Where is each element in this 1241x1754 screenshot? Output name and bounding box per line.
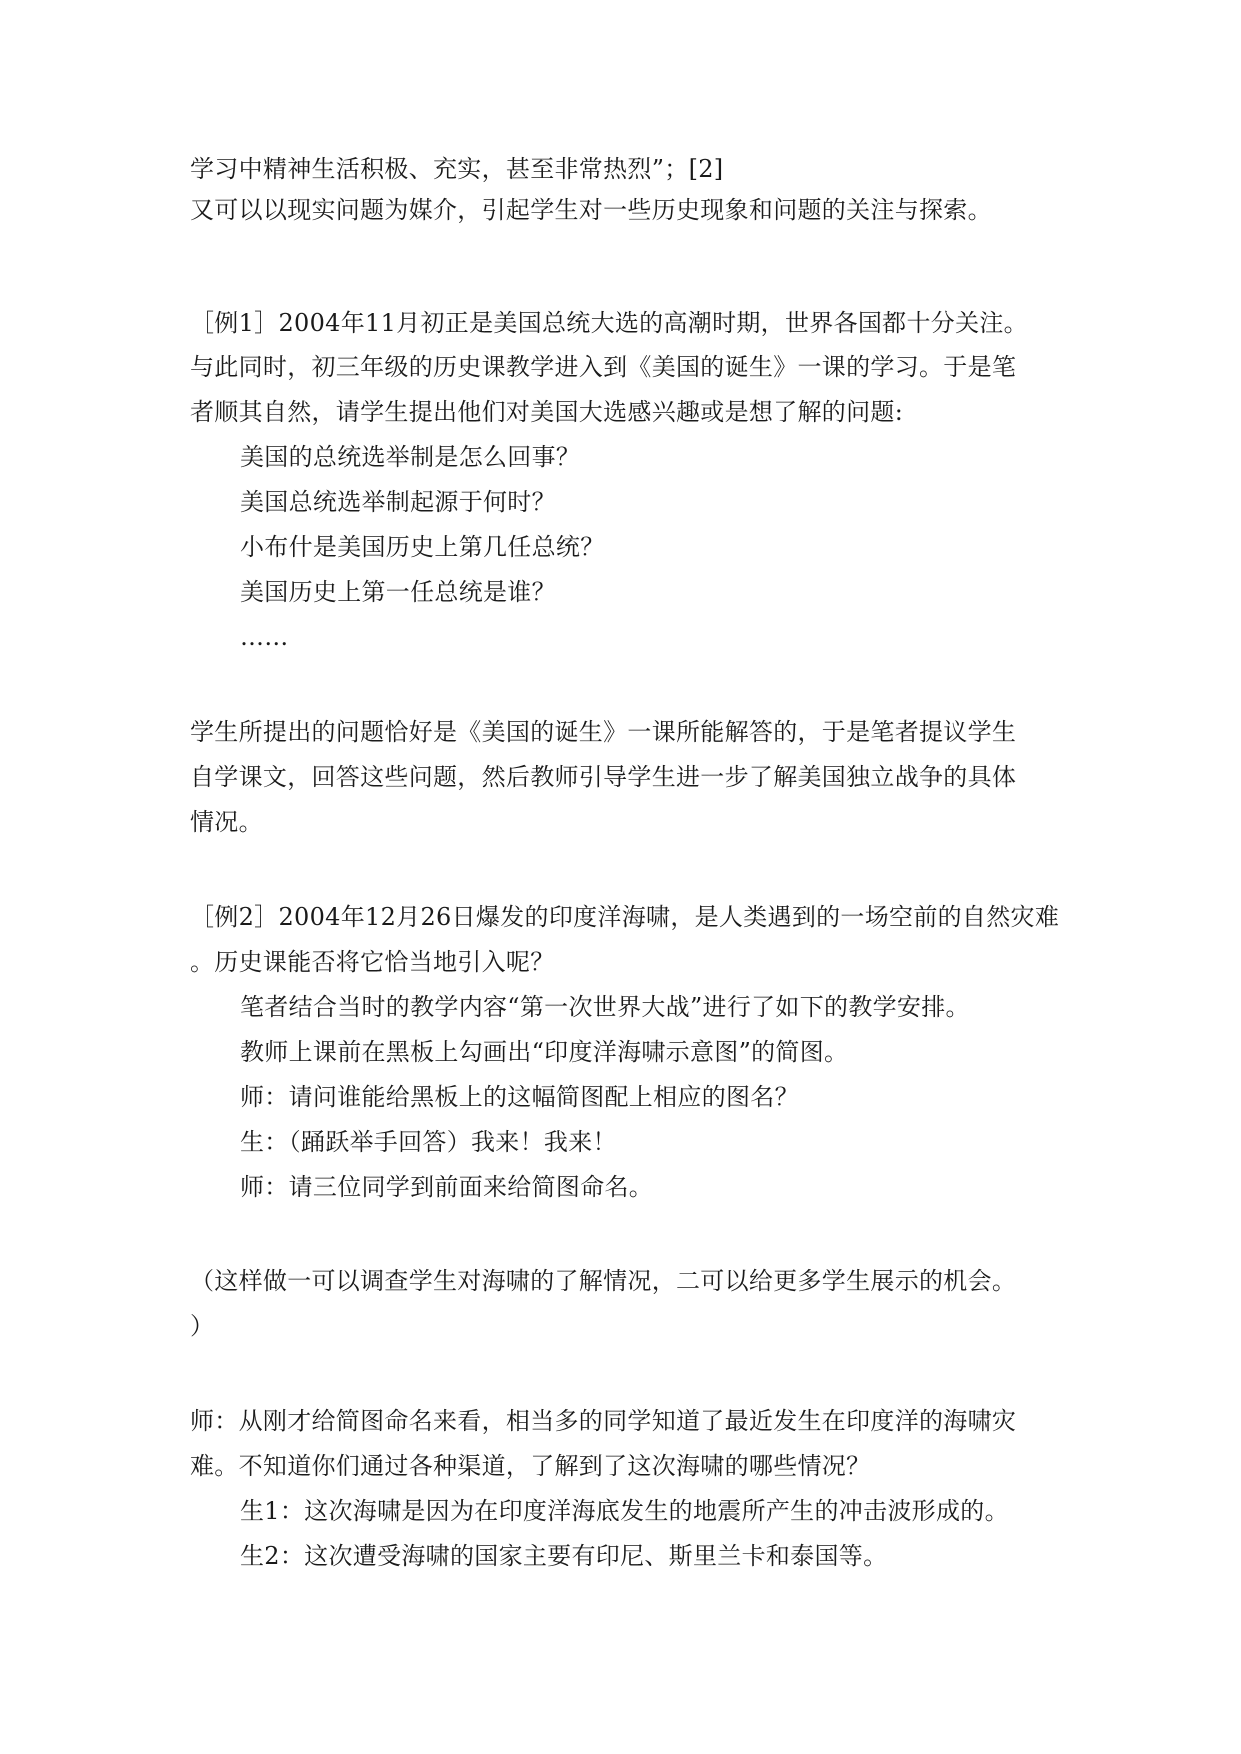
text-line: 学生所提出的问题恰好是《美国的诞生》一课所能解答的，于是笔者提议学生 bbox=[190, 718, 1017, 746]
dialogue-line: 师：请问谁能给黑板上的这幅简图配上相应的图名？ bbox=[240, 1083, 799, 1111]
text-line: ） bbox=[190, 1312, 215, 1340]
text-line: 与此同时，初三年级的历史课教学进入到《美国的诞生》一课的学习。于是笔 bbox=[190, 353, 1017, 381]
text-line: 自学课文，回答这些问题，然后教师引导学生进一步了解美国独立战争的具体 bbox=[190, 763, 1017, 791]
text-line: 学习中精神生活积极、充实，甚至非常热烈”；[2] bbox=[190, 155, 724, 183]
dialogue-line: 师：请三位同学到前面来给简图命名。 bbox=[240, 1173, 654, 1201]
text-line: （这样做一可以调查学生对海啸的了解情况，二可以给更多学生展示的机会。 bbox=[190, 1267, 1017, 1295]
text-line: 情况。 bbox=[190, 808, 263, 836]
example-2-heading-line: ［例2］2004年12月26日爆发的印度洋海啸，是人类遇到的一场空前的自然灾难 bbox=[190, 903, 1060, 931]
text-line: 者顺其自然，请学生提出他们对美国大选感兴趣或是想了解的问题: bbox=[190, 398, 904, 426]
text-line: 难。不知道你们通过各种渠道，了解到了这次海啸的哪些情况？ bbox=[190, 1452, 871, 1480]
dialogue-line: 生2：这次遭受海啸的国家主要有印尼、斯里兰卡和泰国等。 bbox=[240, 1542, 888, 1570]
text-line: 教师上课前在黑板上勾画出“印度洋海啸示意图”的简图。 bbox=[240, 1038, 849, 1066]
text-line: 笔者结合当时的教学内容“第一次世界大战”进行了如下的教学安排。 bbox=[240, 993, 970, 1021]
question-line: 小布什是美国历史上第几任总统？ bbox=[240, 533, 605, 561]
text-line: 。历史课能否将它恰当地引入呢？ bbox=[190, 948, 555, 976]
dialogue-line: 生1：这次海啸是因为在印度洋海底发生的地震所产生的冲击波形成的。 bbox=[240, 1497, 1009, 1525]
text-line: 又可以以现实问题为媒介，引起学生对一些历史现象和问题的关注与探索。 bbox=[190, 196, 992, 224]
question-line: 美国历史上第一任总统是谁？ bbox=[240, 578, 556, 606]
ellipsis-line: …… bbox=[240, 623, 289, 651]
question-line: 美国的总统选举制是怎么回事？ bbox=[240, 443, 581, 471]
question-line: 美国总统选举制起源于何时？ bbox=[240, 488, 556, 516]
example-1-heading-line: ［例1］2004年11月初正是美国总统大选的高潮时期，世界各国都十分关注。 bbox=[190, 309, 1028, 337]
dialogue-line: 师：从刚才给简图命名来看，相当多的同学知道了最近发生在印度洋的海啸灾 bbox=[190, 1407, 1017, 1435]
dialogue-line: 生：（踊跃举手回答）我来！我来！ bbox=[240, 1128, 617, 1156]
